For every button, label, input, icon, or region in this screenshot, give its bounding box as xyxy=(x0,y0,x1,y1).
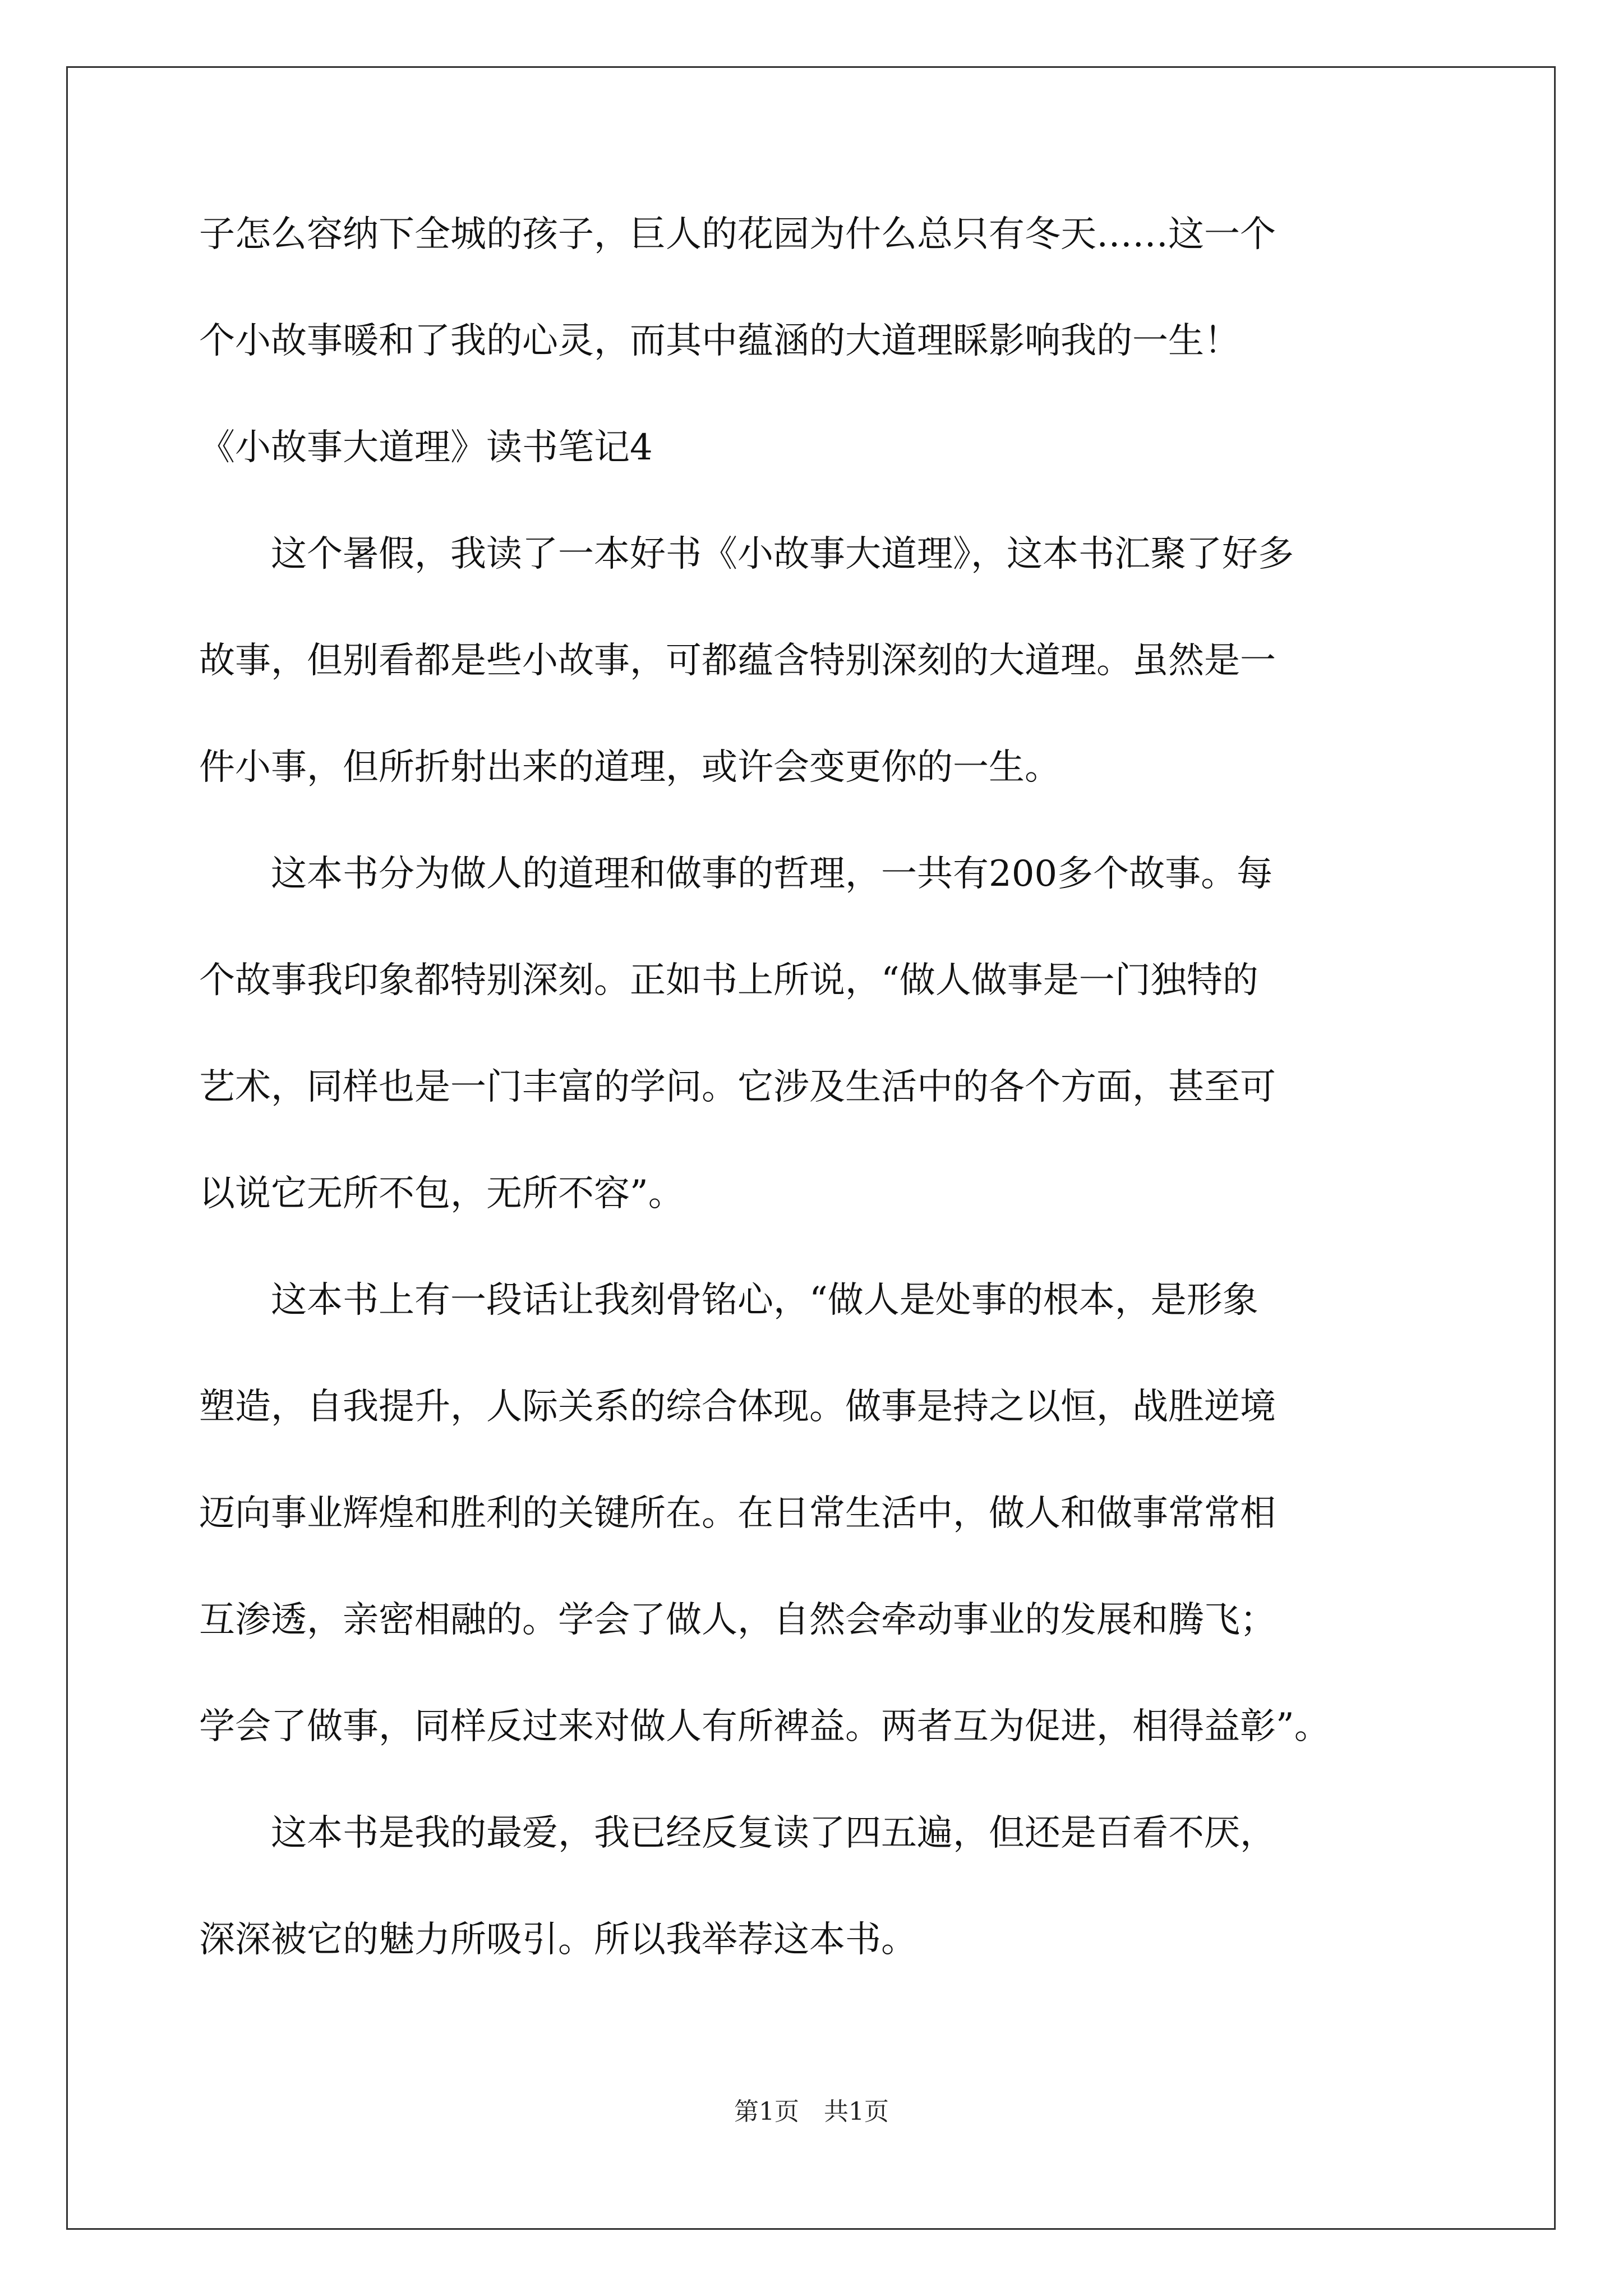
text-line: 件小事，但所折射出来的道理，或许会变更你的一生。 xyxy=(199,747,1061,788)
text-line: 迈向事业辉煌和胜利的关键所在。在日常生活中，做人和做事常常相 xyxy=(199,1493,1276,1534)
text-line: 以说它无所不包，无所不容”。 xyxy=(199,1173,684,1214)
text-line: 个故事我印象都特别深刻。正如书上所说，“做人做事是一门独特的 xyxy=(199,960,1258,1001)
text-line: 这本书是我的最爱，我已经反复读了四五遍，但还是百看不厌， xyxy=(271,1812,1276,1854)
text-line: 子怎么容纳下全城的孩子，巨人的花园为什么总只有冬天……这一个 xyxy=(199,214,1276,255)
text-line: 深深被它的魅力所吸引。所以我举荐这本书。 xyxy=(199,1919,917,1961)
text-line: 个小故事暖和了我的心灵，而其中蕴涵的大道理睬影响我的一生！ xyxy=(199,320,1240,362)
page-number: 第1页 共1页 xyxy=(734,2097,889,2126)
section-title: 《小故事大道理》读书笔记4 xyxy=(199,427,653,468)
page-border xyxy=(66,66,1556,2230)
text-line: 塑造，自我提升，人际关系的综合体现。做事是持之以恒，战胜逆境 xyxy=(199,1386,1276,1428)
text-line: 这本书上有一段话让我刻骨铭心，“做人是处事的根本，是形象 xyxy=(271,1280,1258,1321)
text-line: 这本书分为做人的道理和做事的哲理，一共有200多个故事。每 xyxy=(271,853,1273,895)
text-line: 故事，但别看都是些小故事，可都蕴含特别深刻的大道理。虽然是一 xyxy=(199,640,1276,682)
text-line: 艺术，同样也是一门丰富的学问。它涉及生活中的各个方面，甚至可 xyxy=(199,1066,1276,1108)
text-line: 这个暑假，我读了一本好书《小故事大道理》，这本书汇聚了好多 xyxy=(271,533,1294,575)
text-line: 互渗透，亲密相融的。学会了做人，自然会牵动事业的发展和腾飞； xyxy=(199,1599,1276,1641)
text-line: 学会了做事，同样反过来对做人有所裨益。两者互为促进，相得益彰”。 xyxy=(199,1706,1330,1747)
